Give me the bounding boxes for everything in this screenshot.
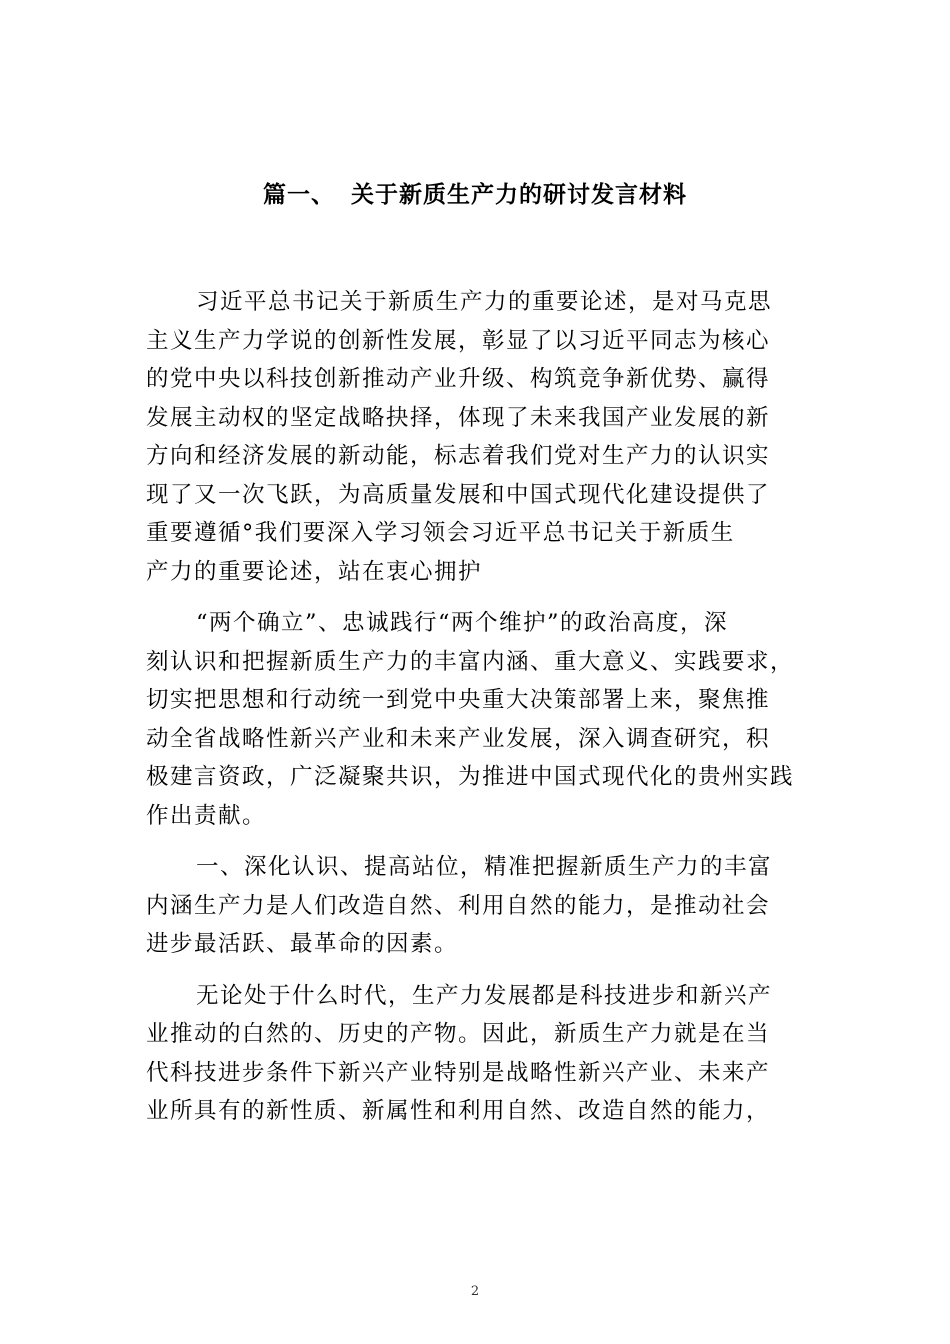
paragraph-line: 习近平总书记关于新质生产力的重要论述，是对马克思 (196, 289, 773, 315)
paragraph-line: 作出责献。 (146, 802, 267, 829)
paragraph-line: “两个确立”、忠诚践行“两个维护”的政治高度，深 (196, 610, 729, 636)
document-body (146, 283, 806, 1131)
paragraph-line: 内涵生产力是人们改造自然、利用自然的能力，是推动社会 (146, 892, 771, 919)
paragraph-line: 极建言资政，广泛凝聚共识，为推进中国式现代化的贵州实践 (146, 764, 795, 790)
paragraph-line: 业所具有的新性质、新属性和利用自然、改造自然的能力， (146, 1098, 771, 1124)
paragraph-line: 方向和经济发展的新动能，标志着我们党对生产力的认识实 (146, 443, 771, 469)
paragraph-1 (146, 283, 806, 591)
paragraph-line: 重要遵循°我们要深入学习领会习近平总书记关于新质生 (146, 520, 735, 546)
paragraph-line: 刻认识和把握新质生产力的丰富内涵、重大意义、实践要求， (146, 648, 795, 675)
paragraph-line: 的党中央以科技创新推动产业升级、构筑竞争新优势、赢得 (146, 366, 771, 392)
paragraph-3 (146, 848, 806, 964)
paragraph-line: 发展主动权的坚定战略抉择，体现了未来我国产业发展的新 (146, 404, 771, 431)
page-number: 2 (470, 1284, 480, 1299)
document-title (0, 178, 950, 212)
paragraph-line: 业推动的白然的、历史的产物。因此，新质生产力就是在当 (146, 1021, 771, 1047)
paragraph-line: 现了又一次飞跃，为高质量发展和中国式现代化建设提供了 (146, 481, 771, 508)
title-main: 关于新质生产力的研讨发言材料 (351, 182, 687, 208)
paragraph-line: 产力的重要论述，站在衷心拥护 (146, 558, 483, 585)
paragraph-line: 代科技进步条件下新兴产业特别是战略性新兴产业、未来产 (146, 1059, 771, 1086)
paragraph-2 (146, 604, 806, 835)
paragraph-line: 一、深化认识、提高站位，精准把握新质生产力的丰富 (196, 854, 773, 880)
paragraph-line: 动全省战略性新兴产业和未来产业发展，深入调查研究，积 (146, 725, 771, 752)
paragraph-line: 进步最活跃、最革命的因素。 (146, 931, 459, 957)
paragraph-line: 无论处于什么时代，生产力发展都是科技进步和新兴产 (196, 982, 773, 1009)
paragraph-line: 主义生产力学说的创新性发展，彰显了以习近平同志为核心 (146, 327, 771, 354)
paragraph-4 (146, 977, 806, 1131)
paragraph-line: 切实把思想和行动统一到党中央重大决策部署上来，聚焦推 (146, 687, 771, 713)
title-prefix: 篇一、 (263, 182, 335, 208)
